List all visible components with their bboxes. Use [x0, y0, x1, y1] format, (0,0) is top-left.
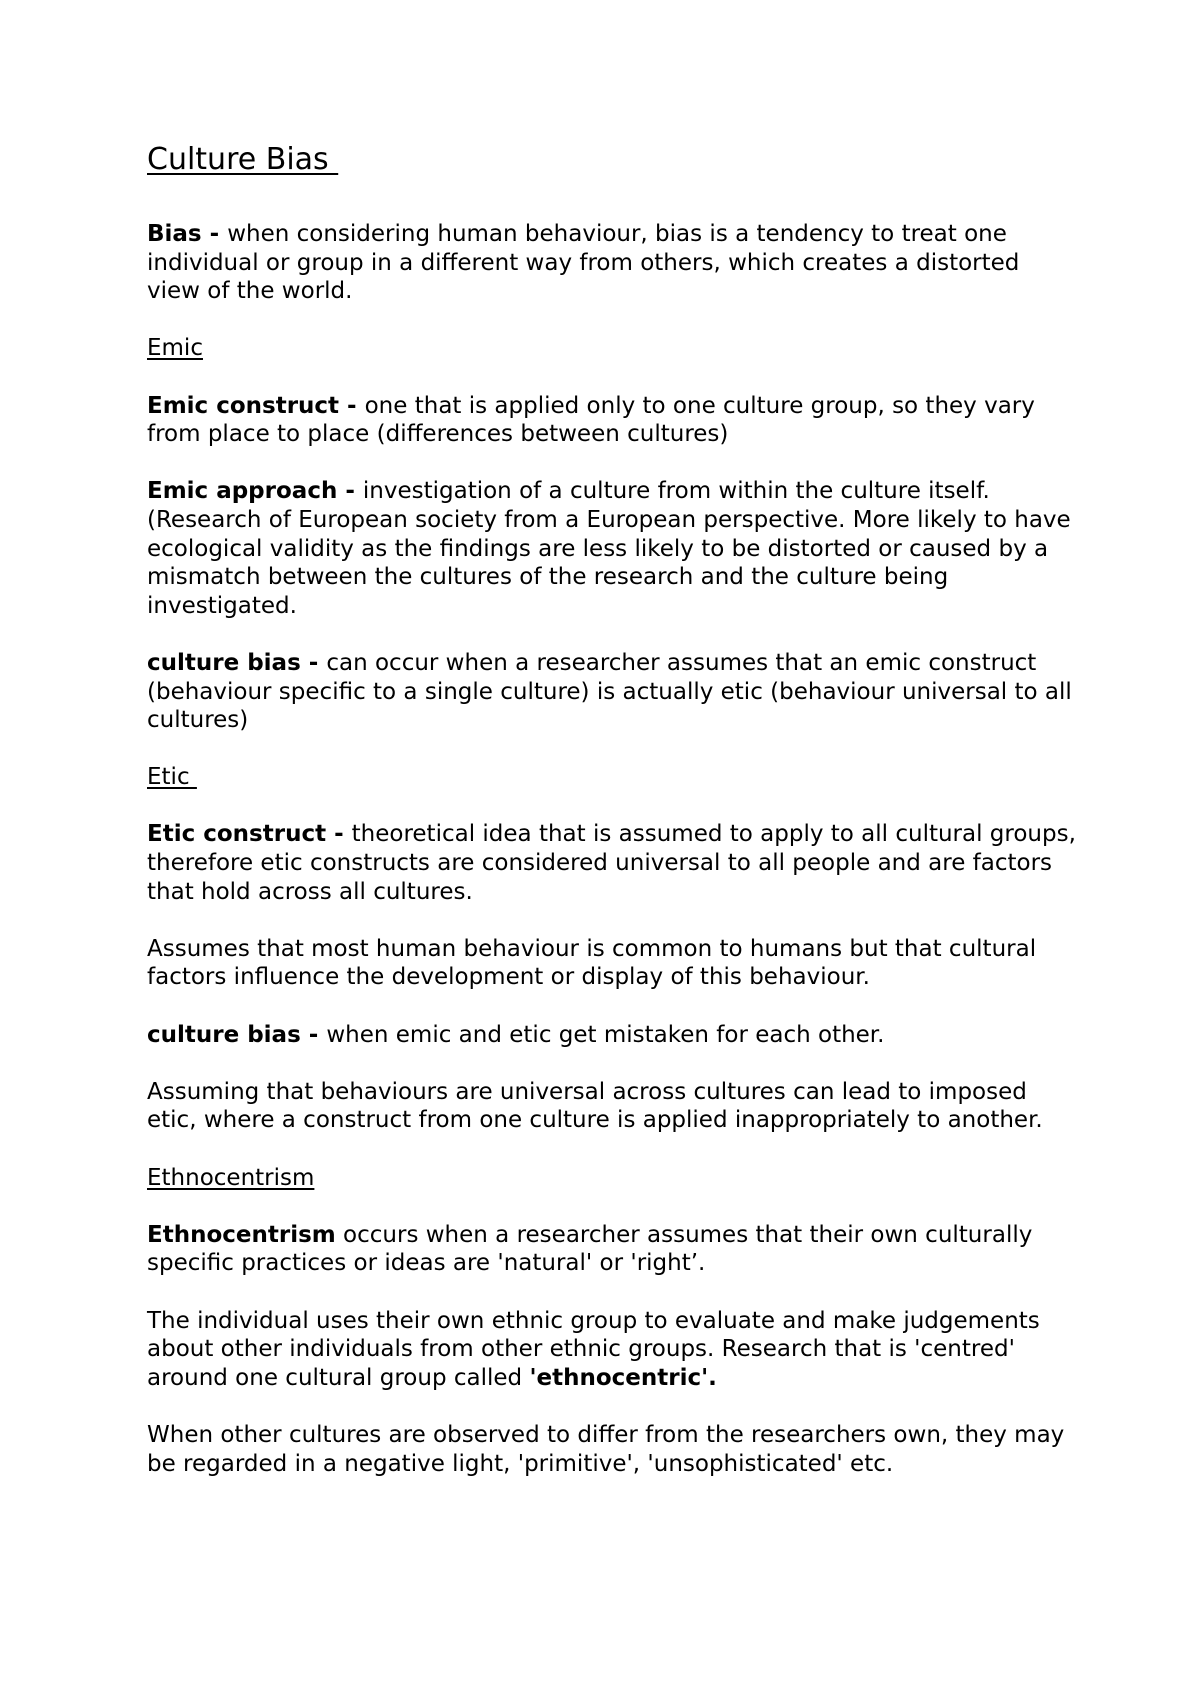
etic-assumes-paragraph: Assumes that most human behaviour is common to humans but that cultural factors influence the development or display of this behaviour. — [147, 935, 1037, 991]
document-title: Culture Bias — [147, 142, 339, 177]
etic-culture-bias-text: when emic and etic get mistaken for each other. — [326, 1021, 885, 1048]
bias-definition — [147, 220, 1077, 306]
etic-construct-separator: - — [326, 821, 352, 848]
etic-construct-definition — [147, 820, 1077, 906]
etic-construct-term — [147, 821, 352, 847]
emic-approach-text: investigation of a culture from within the culture itself. (Research of European society from a European perspective. More likely to have ecological validity as the findings are less likely to be distorted or caused by a mismatch between the cultures of the research and the culture being investigated. — [147, 478, 1071, 619]
emic-approach-definition — [147, 477, 1077, 620]
emic-approach-term — [147, 478, 363, 504]
ethnocentrism-other-cultures-paragraph: When other cultures are observed to differ from the researchers own, they may be regarded in a negative light, 'primitive', 'unsophisticated' etc. — [147, 1421, 1065, 1477]
emic-culture-bias-text: can occur when a researcher assumes that an emic construct (behaviour specific to a single culture) is actually etic (behaviour universal to all cultures) — [147, 649, 1072, 734]
etic-culture-bias-term — [147, 1022, 326, 1048]
emic-culture-bias-term — [147, 650, 326, 676]
bias-definition-text: when considering human behaviour, bias is a tendency to treat one individual or group in a different way from others, which creates a distorted view of the world. — [147, 221, 1020, 305]
emic-approach-term-label: Emic approach — [147, 478, 338, 505]
emic-heading: Emic — [147, 335, 203, 362]
document-page — [147, 140, 1077, 1507]
ethnocentrism-individual-text: The individual uses their own ethnic group to evaluate and make judgements about other individuals from other ethnic groups. Research that is 'centred' around one cultural group called — [147, 1307, 1040, 1391]
emic-construct-term-label: Emic construct — [147, 392, 340, 419]
emic-culture-bias-separator: - — [300, 649, 327, 676]
etic-culture-bias-term-label: culture bias — [147, 1021, 301, 1048]
etic-construct-text: theoretical idea that is assumed to apply to all cultural groups, therefore etic constructs are considered universal to all people and are factors that hold across all cultures. — [147, 821, 1076, 905]
ethnocentrism-term: Ethnocentrism — [147, 1221, 336, 1248]
etic-culture-bias-definition — [147, 1021, 1077, 1050]
emic-construct-text: one that is applied only to one culture group, so they vary from place to place (differences between cultures) — [147, 392, 1035, 448]
bias-term — [147, 221, 227, 247]
bias-term-label: Bias — [147, 221, 202, 247]
etic-construct-term-label: Etic construct — [147, 821, 327, 848]
emic-construct-separator: - — [339, 392, 365, 419]
ethnocentrism-heading: Ethnocentrism — [147, 1164, 315, 1191]
etic-heading: Etic — [147, 764, 197, 791]
emic-construct-term — [147, 393, 365, 419]
etic-assuming-paragraph: Assuming that behaviours are universal across cultures can lead to imposed etic, where a construct from one culture is applied inappropriately to another. — [147, 1078, 1043, 1134]
emic-approach-separator: - — [337, 478, 363, 505]
emic-culture-bias-definition — [147, 649, 1077, 735]
emic-culture-bias-term-label: culture bias — [147, 649, 301, 676]
ethnocentric-term: 'ethnocentric'. — [529, 1364, 717, 1391]
ethnocentrism-definition — [147, 1221, 1077, 1278]
bias-term-separator: - — [201, 221, 228, 247]
emic-construct-definition — [147, 392, 1077, 449]
ethnocentrism-individual-paragraph — [147, 1307, 1077, 1393]
ethnocentrism-definition-text: occurs when a researcher assumes that their own culturally specific practices or ideas are 'natural' or 'right’. — [147, 1221, 1033, 1277]
etic-culture-bias-separator: - — [300, 1021, 327, 1048]
